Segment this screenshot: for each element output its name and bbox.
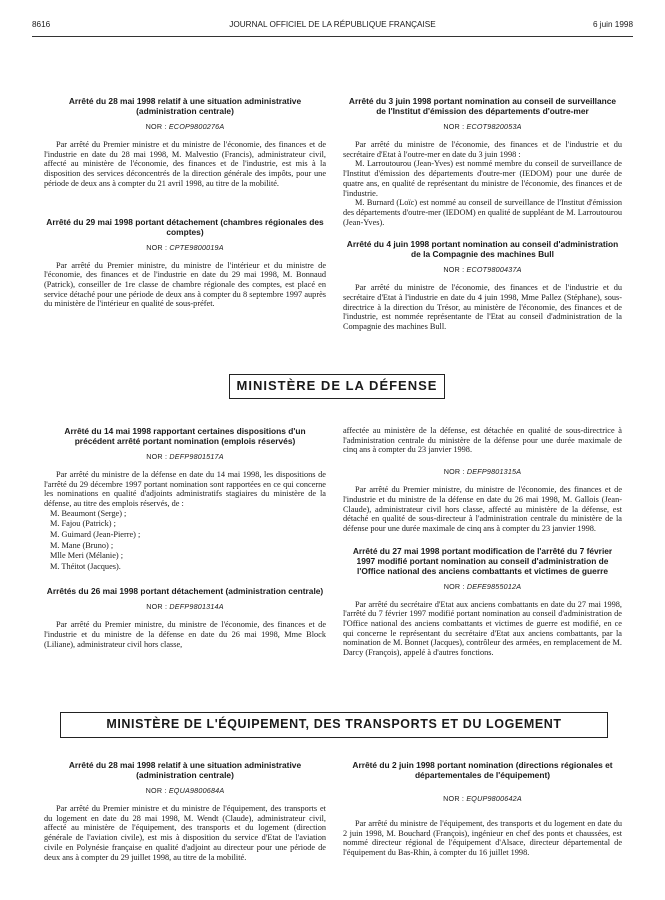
- name-list-item: M. Guimard (Jean-Pierre) ;: [50, 530, 141, 539]
- article-title: Arrêté du 28 mai 1998 relatif à une situation administrative (administration centrale): [68, 96, 302, 116]
- header-rule: [32, 36, 633, 37]
- article: [44, 96, 326, 189]
- article-title: Arrêté du 4 juin 1998 portant nomination au conseil d'administration de la Compagnie des machines Bull: [346, 239, 619, 260]
- article-body: Par arrêté du Premier ministre et du ministre de l'équipement, des transports et du logement en date du 28 mai 1998, M. Wendt (Claude), administrateur civil, affecté au ministère de l'équipement, des transports et du logement (direction générale de l'aviation civile), est mis à disposition du service d'Etat de l'aviation civile en Polynésie française en qualité d'adjoint au directeur pour une période de deux ans à compter du 29 juillet 1998, au titre de la mobilité.: [44, 804, 326, 862]
- article: [343, 546, 622, 658]
- section3-left-column: [44, 760, 326, 874]
- article: [44, 586, 326, 649]
- journal-title: JOURNAL OFFICIEL DE LA RÉPUBLIQUE FRANÇAISE: [229, 20, 436, 29]
- nor-reference: NOR : ECOT9800437A: [443, 265, 522, 275]
- article-body: Par arrêté du Premier ministre, du ministre de l'économie, des finances et de l'industrie et du ministre de la défense en date du 26 mai 1998, Mme Block (Liliane), administrateur civil hors classe,: [44, 620, 326, 649]
- nor-reference: NOR : EQUP9800642A: [443, 794, 522, 803]
- name-list-item: M. Théitot (Jacques).: [50, 561, 121, 571]
- issue-date: 6 juin 1998: [592, 20, 633, 29]
- name-list-item: Mlle Meri (Mélanie) ;: [50, 551, 124, 561]
- article-title: Arrêté du 27 mai 1998 portant modification de l'arrêté du 7 février 1997 modifié portant nomination au conseil d'administration de l'Office national des anciens combattants et victimes de guerre: [352, 545, 613, 576]
- section3-right-column: [343, 760, 622, 870]
- article-title: Arrêté du 3 juin 1998 portant nomination au conseil de surveillance de l'Institut d'émission des départements d'outre-mer: [348, 96, 617, 116]
- article: [44, 426, 326, 572]
- article: [44, 760, 326, 862]
- article-title: Arrêté du 2 juin 1998 portant nomination (directions régionales et départementales de l'équipement): [352, 760, 613, 780]
- page-number: 8616: [32, 20, 51, 29]
- name-list-item: M. Mane (Bruno) ;: [50, 540, 114, 550]
- article-paragraph: Par arrêté du ministre de l'économie, des finances et de l'industrie et du secrétaire d'Etat à l'industrie en date du 4 juin 1998, Mme Pallez (Stéphane), sous-directrice à la direction du Trésor, au ministère de l'économie, des finances et de l'industrie, est nommée représentante de l'Etat au conseil d'administration de la Compagnie des machines Bull.: [343, 283, 622, 332]
- article-body: Par arrêté du Premier ministre, du ministre de l'économie, des finances et de l'industrie et du ministre de la défense en date du 26 mai 1998, M. Gallois (Jean-Claude), administrateur civil hors classe, affecté au ministère de la défense, est détaché en qualité de sous-directeur à l'administration centrale du ministère de la défense pour une durée maximale de cinq ans à compter du 23 janvier 1998.: [343, 485, 622, 533]
- article-body: Par arrêté du Premier ministre et du ministre de l'économie, des finances et de l'industrie en date du 28 mai 1998, M. Malvestio (Francis), administrateur civil, affecté au ministère de l'économie, des finances et de l'industrie, est mis à la disposition des services déconcentrés de la direction générale des impôts, pour une période de deux ans à compter du 21 avril 1998, au titre de la mobilité.: [44, 140, 326, 188]
- article-body: affectée au ministère de la défense, est détachée en qualité de sous-directrice à l'administration centrale du ministère de la défense pour une durée maximale de cinq ans à compter du 23 janvier 1998.: [343, 426, 622, 455]
- article-paragraph: M. Burnard (Loïc) est nommé au conseil de surveillance de l'Institut d'émission des départements d'outre-mer (IEDOM) en qualité de suppléant de M. Larroutourou (Jean-Yves).: [343, 198, 622, 227]
- section2-right-column: [343, 426, 622, 670]
- nor-reference: NOR : ECOT9820053A: [443, 122, 522, 131]
- nor-reference: NOR : EQUA9800684A: [145, 786, 225, 795]
- article: [44, 217, 326, 310]
- section2-left-column: [44, 426, 326, 661]
- article-title: Arrêtés du 26 mai 1998 portant détachement (administration centrale): [46, 586, 324, 597]
- article-title: Arrêté du 28 mai 1998 relatif à une situation administrative (administration centrale): [68, 760, 302, 780]
- article-body: Par arrêté du ministre de l'équipement, des transports et du logement en date du 2 juin 1998, M. Bouchard (François), ingénieur en chef des ponts et chaussées, est nommé directeur régional de l'équipement d'Alsace, directeur départemental de l'équipement du Bas-Rhin, à compter du 16 juillet 1998.: [343, 819, 622, 858]
- article-title: Arrêté du 29 mai 1998 portant détachement (chambres régionales des comptes): [46, 216, 324, 237]
- article-paragraph: M. Larroutourou (Jean-Yves) est nommé membre du conseil de surveillance de l'Institut d'émission des départements d'outre-mer (IEDOM) pour une durée de quatre ans, en qualité de représentant du ministre de l'économie, des finances et de l'industrie.: [343, 159, 622, 198]
- article-body: Par arrêté du secrétaire d'Etat aux anciens combattants en date du 27 mai 1998, l'arrêté du 7 février 1997 modifié portant nomination au conseil d'administration de l'Office national des anciens combattants et victimes de guerre est modifié, en ce qui concerne le représentant du secrétaire d'Etat aux anciens combattants, par la nomination de M. Bonnet (Jacques), contrôleur des armées, en remplacement de M. Darcy (François), appelé à d'autres fonctions.: [343, 599, 622, 658]
- article-body: Par arrêté du Premier ministre, du ministre de l'intérieur et du ministre de l'économie, des finances et de l'industrie en date du 29 mai 1998, M. Bonnaud (Patrick), conseiller de 1re classe de chambre régionale des comptes, est placé en service détaché pour une période de deux ans à compter du 8 septembre 1997 auprès du ministère de l'intérieur en qualité de sous-préfet.: [44, 260, 326, 309]
- nor-reference: NOR : DEFP9801315A: [443, 467, 522, 477]
- nor-reference: NOR : DEFP9801314A: [146, 602, 224, 612]
- article-continuation: [343, 426, 622, 455]
- article-body: Par arrêté du ministre de la défense en date du 14 mai 1998, les dispositions de l'arrêté du 29 décembre 1997 portant nomination sont rapportées en ce qui concerne les nominations en qualité d'adjoints administratifs stagiaires du ministère de la défense, au titre des emplois réservés, de :: [44, 470, 326, 509]
- ministry-defense-heading: MINISTÈRE DE LA DÉFENSE: [229, 374, 445, 399]
- section1-right-column: [343, 96, 622, 344]
- nor-reference: NOR : ECOP9800276A: [145, 122, 225, 131]
- article: [343, 467, 622, 534]
- ministry-equipment-heading: MINISTÈRE DE L'ÉQUIPEMENT, DES TRANSPORTS ET DU LOGEMENT: [60, 712, 608, 738]
- article: [343, 96, 622, 227]
- nor-reference: NOR : CPTE9800019A: [146, 242, 224, 252]
- nor-reference: NOR : DEFP9801517A: [146, 452, 224, 461]
- name-list-item: M. Beaumont (Serge) ;: [50, 508, 127, 518]
- section1-left-column: [44, 96, 326, 321]
- article: [343, 760, 622, 858]
- page-header: [32, 20, 633, 34]
- name-list-item: M. Fajou (Patrick) ;: [50, 519, 116, 529]
- article-paragraph: Par arrêté du ministre de l'économie, des finances et de l'industrie et du secrétaire d'Etat à l'outre-mer en date du 3 juin 1998 :: [343, 140, 622, 159]
- article: [343, 239, 622, 332]
- article-title: Arrêté du 14 mai 1998 rapportant certaines dispositions d'un précédent arrêté portant nomination (emplois réservés): [64, 426, 306, 446]
- nor-reference: NOR : DEFE9855012A: [443, 581, 522, 591]
